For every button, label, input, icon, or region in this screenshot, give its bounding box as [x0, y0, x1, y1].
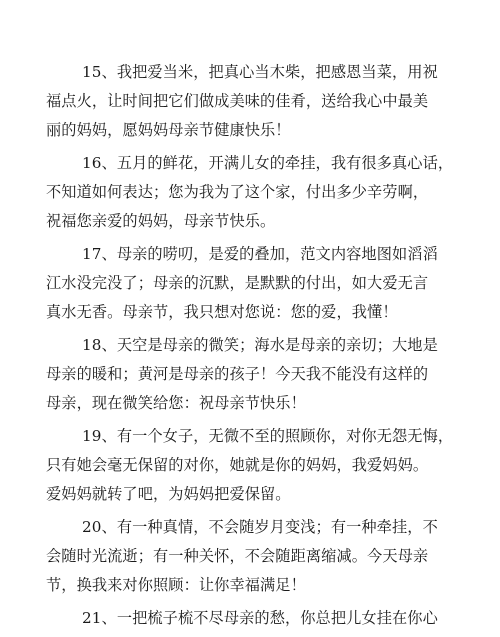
paragraph-19	[46, 422, 466, 509]
paragraph-15	[46, 58, 466, 145]
paragraph-line: 祝福您亲爱的妈妈，母亲节快乐。	[46, 212, 276, 230]
paragraph-line: 15、我把爱当米，把真心当木柴，把感恩当菜，用祝	[82, 63, 438, 81]
paragraph-line: 爱妈妈就转了吧，为妈妈把爱保留。	[46, 485, 291, 503]
paragraph-line: 丽的妈妈，愿妈妈母亲节健康快乐！	[46, 121, 291, 139]
paragraph-line: 母亲的暖和；黄河是母亲的孩子！今天我不能没有这样的	[46, 365, 429, 383]
paragraph-21	[46, 604, 466, 633]
paragraph-18	[46, 331, 466, 418]
paragraph-line: 17、母亲的唠叨，是爱的叠加，范文内容地图如滔滔	[82, 245, 438, 263]
paragraph-line: 会随时光流逝；有一种关怀，不会随距离缩减。今天母亲	[46, 547, 429, 565]
paragraph-line: 20、有一种真情，不会随岁月变浅；有一种牵挂，不	[82, 518, 438, 536]
paragraph-line: 真水无香。母亲节，我只想对您说：您的爱，我懂！	[46, 303, 398, 321]
paragraph-16	[46, 149, 466, 236]
paragraph-line: 19、有一个女子，无微不至的照顾你，对你无怨无悔，	[82, 427, 454, 445]
paragraph-line: 江水没完没了；母亲的沉默，是默默的付出，如大爱无言	[46, 274, 429, 292]
paragraph-line: 节，换我来对你照顾：让你幸福满足！	[46, 576, 306, 594]
document-body	[46, 58, 466, 637]
paragraph-line: 母亲，现在微笑给您：祝母亲节快乐！	[46, 394, 306, 412]
paragraph-line: 21、一把梳子梳不尽母亲的愁，你总把儿女挂在你心	[82, 609, 438, 627]
paragraph-line: 不知道如何表达；您为我为了这个家，付出多少辛劳啊，	[46, 183, 429, 201]
paragraph-line: 18、天空是母亲的微笑；海水是母亲的亲切；大地是	[82, 336, 438, 354]
paragraph-line: 福点火，让时间把它们做成美味的佳肴，送给我心中最美	[46, 92, 429, 110]
paragraph-17	[46, 240, 466, 327]
paragraph-line: 只有她会毫无保留的对你，她就是你的妈妈，我爱妈妈。	[46, 456, 429, 474]
paragraph-20	[46, 513, 466, 600]
paragraph-line: 16、五月的鲜花，开满儿女的牵挂，我有很多真心话，	[82, 154, 454, 172]
